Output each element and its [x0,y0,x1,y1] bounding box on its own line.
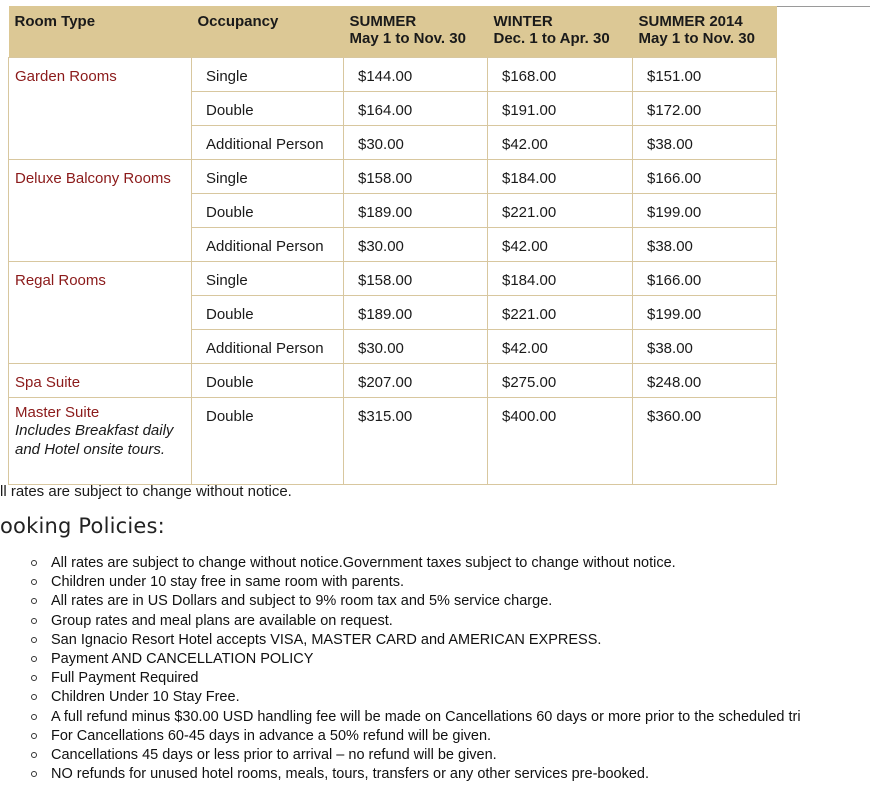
room-type-name: Regal Rooms [15,272,106,289]
rate-change-note: ll rates are subject to change without notice. [0,483,292,500]
policy-text: Group rates and meal plans are available on request. [51,612,393,629]
policy-text: Children Under 10 Stay Free. [51,689,240,706]
summer-rate-cell: $189.00 [344,296,488,330]
summer-rate-cell: $207.00 [344,364,488,398]
policy-item [28,765,870,784]
header-line: SUMMER 2014 [638,13,743,30]
summer-rate-cell: $158.00 [344,262,488,296]
winter-rate-cell: $400.00 [488,398,633,485]
policy-text: For Cancellations 60-45 days in advance a 50% refund will be given. [51,727,492,744]
header-winter [488,6,633,58]
circle-bullet-icon [31,598,37,604]
header-line: WINTER [493,13,553,30]
summer-rate-cell: $164.00 [344,92,488,126]
header-dates: May 1 to Nov. 30 [349,30,466,47]
rates-table [8,6,777,485]
booking-policies-list [28,554,870,784]
summer-rate-cell: $315.00 [344,398,488,485]
occupancy-cell: Single [192,58,344,92]
occupancy-cell: Single [192,262,344,296]
policy-item [28,612,870,631]
policy-text: All rates are in US Dollars and subject to 9% room tax and 5% service charge. [51,593,553,610]
header-summer-2014 [633,6,777,58]
winter-rate-cell: $42.00 [488,228,633,262]
circle-bullet-icon [31,694,37,700]
policy-item [28,650,870,669]
room-type-note: Includes Breakfast daily and Hotel onsite tours. [15,422,174,458]
summer-rate-cell: $144.00 [344,58,488,92]
winter-rate-cell: $221.00 [488,194,633,228]
header-occupancy [192,6,344,58]
winter-rate-cell: $42.00 [488,330,633,364]
room-type-name: Master Suite [15,404,100,421]
table-row [9,58,777,92]
header-line: Room Type [14,13,96,30]
header-line: SUMMER [349,13,417,30]
policy-item [28,573,870,592]
policy-item [28,708,870,727]
occupancy-cell: Double [192,296,344,330]
room-type-cell [9,262,192,364]
top-rule [775,6,870,7]
policy-text: NO refunds for unused hotel rooms, meals, tours, transfers or any other services pre-booked. [51,766,649,783]
circle-bullet-icon [31,637,37,643]
summer-2014-rate-cell: $38.00 [633,330,777,364]
summer-2014-rate-cell: $248.00 [633,364,777,398]
table-row [9,262,777,296]
room-type-name: Spa Suite [15,374,81,391]
circle-bullet-icon [31,618,37,624]
circle-bullet-icon [31,656,37,662]
occupancy-cell: Double [192,398,344,485]
occupancy-cell: Double [192,364,344,398]
occupancy-cell: Additional Person [192,330,344,364]
header-dates: Dec. 1 to Apr. 30 [493,30,610,47]
winter-rate-cell: $184.00 [488,160,633,194]
policy-text: Children under 10 stay free in same room with parents. [51,574,405,591]
policy-item [28,592,870,611]
policy-text: Full Payment Required [51,670,199,687]
occupancy-cell: Single [192,160,344,194]
table-row [9,364,777,398]
header-summer [344,6,488,58]
room-type-cell [9,160,192,262]
circle-bullet-icon [31,560,37,566]
header-dates: May 1 to Nov. 30 [638,30,755,47]
table-row [9,160,777,194]
summer-rate-cell: $158.00 [344,160,488,194]
header-room-type [9,6,192,58]
circle-bullet-icon [31,733,37,739]
winter-rate-cell: $221.00 [488,296,633,330]
occupancy-cell: Additional Person [192,228,344,262]
summer-rate-cell: $30.00 [344,228,488,262]
summer-2014-rate-cell: $166.00 [633,160,777,194]
summer-rate-cell: $189.00 [344,194,488,228]
policy-item [28,554,870,573]
circle-bullet-icon [31,579,37,585]
summer-rate-cell: $30.00 [344,126,488,160]
winter-rate-cell: $191.00 [488,92,633,126]
booking-policies-title: ooking Policies: [0,514,165,538]
winter-rate-cell: $168.00 [488,58,633,92]
summer-2014-rate-cell: $166.00 [633,262,777,296]
room-type-cell [9,58,192,160]
room-type-cell [9,398,192,485]
circle-bullet-icon [31,675,37,681]
room-type-name: Deluxe Balcony Rooms [15,170,171,187]
policy-item [28,746,870,765]
room-type-cell [9,364,192,398]
summer-2014-rate-cell: $151.00 [633,58,777,92]
summer-2014-rate-cell: $172.00 [633,92,777,126]
summer-2014-rate-cell: $360.00 [633,398,777,485]
policy-item [28,631,870,650]
policy-item [28,727,870,746]
summer-rate-cell: $30.00 [344,330,488,364]
table-row [9,398,777,485]
policy-item [28,688,870,707]
summer-2014-rate-cell: $38.00 [633,228,777,262]
header-row [9,6,777,58]
winter-rate-cell: $184.00 [488,262,633,296]
policy-text: Payment AND CANCELLATION POLICY [51,650,314,667]
winter-rate-cell: $275.00 [488,364,633,398]
winter-rate-cell: $42.00 [488,126,633,160]
policy-text: Cancellations 45 days or less prior to arrival – no refund will be given. [51,746,497,763]
policy-text: A full refund minus $30.00 USD handling fee will be made on Cancellations 60 days or more prior to the scheduled tri [51,708,801,725]
circle-bullet-icon [31,771,37,777]
summer-2014-rate-cell: $199.00 [633,194,777,228]
summer-2014-rate-cell: $38.00 [633,126,777,160]
occupancy-cell: Additional Person [192,126,344,160]
policy-item [28,669,870,688]
policy-text: San Ignacio Resort Hotel accepts VISA, MASTER CARD and AMERICAN EXPRESS. [51,631,602,648]
occupancy-cell: Double [192,92,344,126]
summer-2014-rate-cell: $199.00 [633,296,777,330]
room-type-name: Garden Rooms [15,68,117,85]
occupancy-cell: Double [192,194,344,228]
circle-bullet-icon [31,714,37,720]
circle-bullet-icon [31,752,37,758]
policy-text: All rates are subject to change without notice.Government taxes subject to change without notice. [51,555,676,571]
header-line: Occupancy [197,13,279,30]
rates-body [9,58,777,485]
